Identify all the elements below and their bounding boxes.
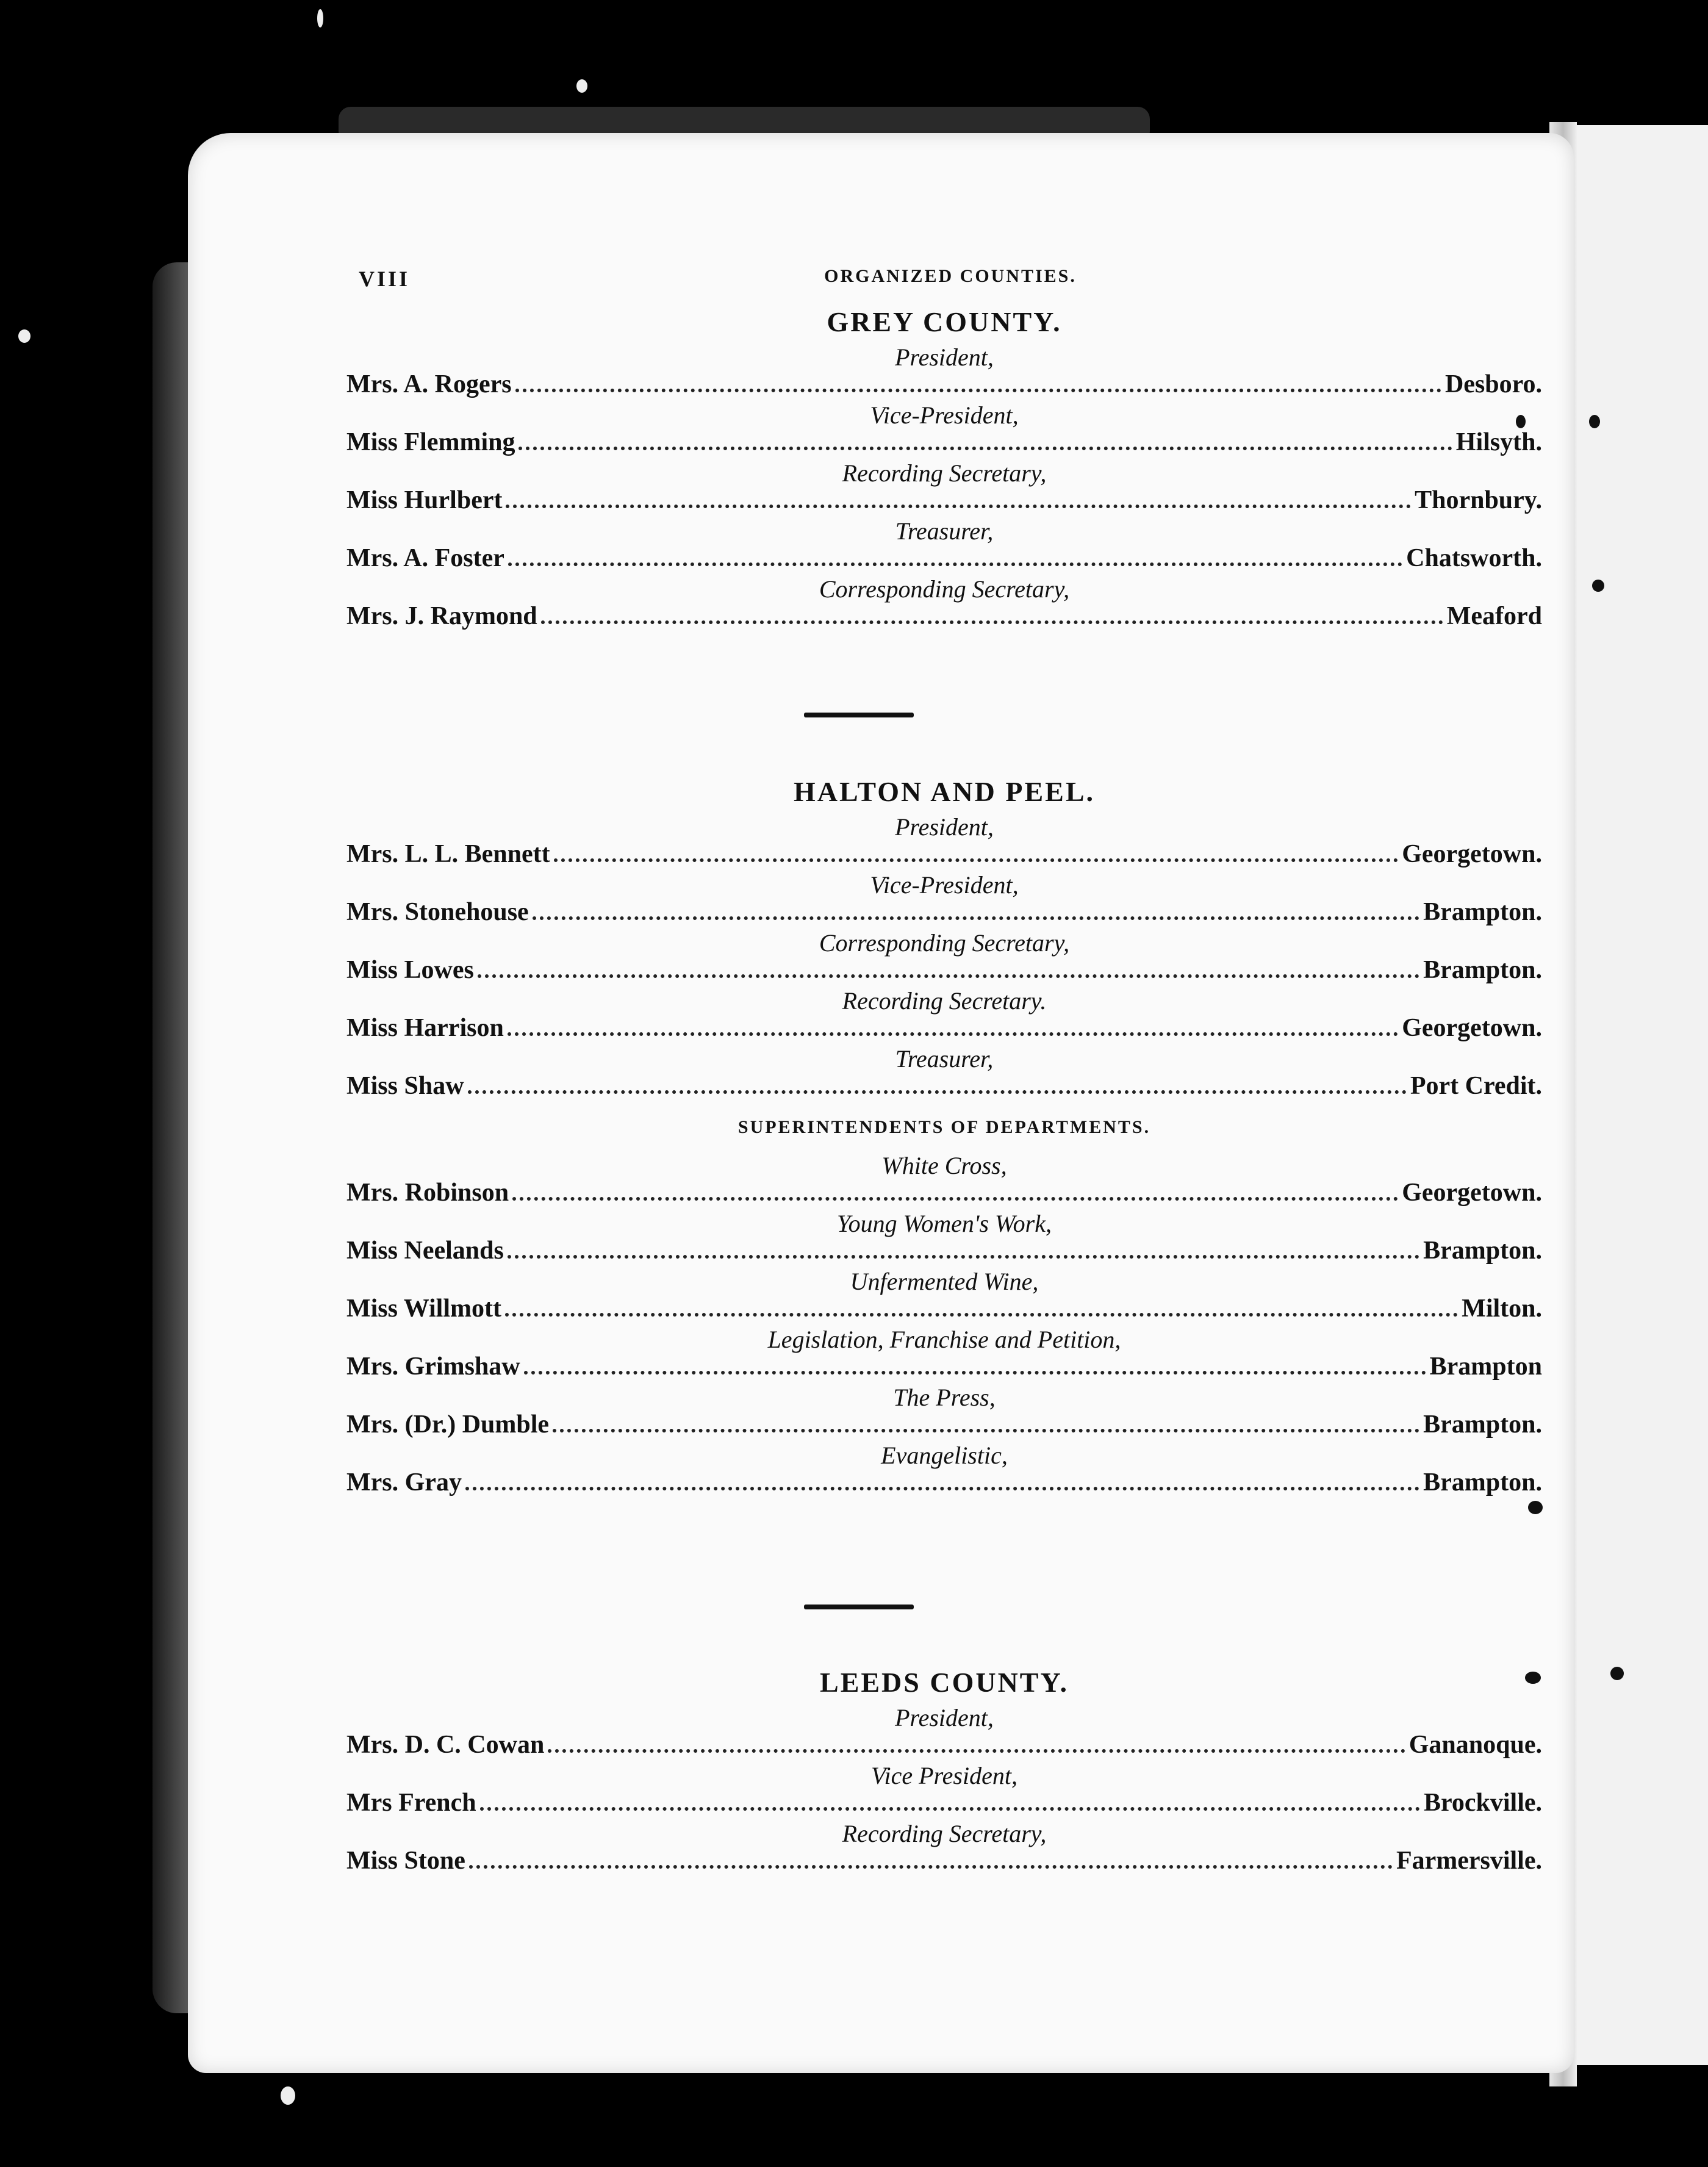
officer-entry bbox=[346, 1762, 1542, 1820]
scan-speck bbox=[1610, 1667, 1624, 1680]
dot-leader bbox=[508, 1029, 1398, 1036]
office-title: Recording Secretary, bbox=[842, 1820, 1047, 1847]
officer-entry bbox=[346, 929, 1542, 987]
halton-peel-section bbox=[346, 771, 1542, 1500]
dot-leader bbox=[554, 855, 1399, 862]
officer-entry bbox=[346, 871, 1542, 929]
officer-name: Miss Harrison bbox=[346, 1014, 504, 1042]
officer-place: Brampton bbox=[1429, 1353, 1542, 1381]
dot-leader bbox=[553, 1425, 1419, 1432]
officer-place: Brampton. bbox=[1423, 898, 1542, 926]
officer-name: Mrs. Gray bbox=[346, 1468, 462, 1497]
office-title: Treasurer, bbox=[895, 1045, 994, 1073]
officer-name: Mrs. (Dr.) Dumble bbox=[346, 1411, 550, 1439]
officer-entry bbox=[346, 987, 1542, 1045]
officer-place: Georgetown. bbox=[1402, 1179, 1542, 1207]
department-title: Unfermented Wine, bbox=[850, 1268, 1039, 1295]
officer-place: Gananoque. bbox=[1408, 1731, 1542, 1759]
scan-speck bbox=[317, 9, 323, 27]
scan-speck bbox=[1589, 415, 1600, 428]
officer-name: Mrs. D. C. Cowan bbox=[346, 1731, 545, 1759]
officer-name: Mrs. Robinson bbox=[346, 1179, 509, 1207]
department-entry bbox=[346, 1326, 1542, 1384]
dot-leader bbox=[515, 385, 1441, 392]
office-title: Vice-President, bbox=[870, 401, 1019, 429]
officer-entry bbox=[346, 343, 1542, 401]
office-title: President, bbox=[895, 1704, 994, 1731]
scan-speck bbox=[1516, 415, 1526, 428]
office-title: Vice-President, bbox=[870, 871, 1019, 899]
officer-name: Miss Neelands bbox=[346, 1237, 504, 1265]
officer-name: Mrs. Grimshaw bbox=[346, 1353, 520, 1381]
officer-name: Mrs. L. L. Bennett bbox=[346, 840, 550, 868]
office-title: President, bbox=[895, 343, 994, 371]
officer-entry bbox=[346, 459, 1542, 517]
department-title: Legislation, Franchise and Petition, bbox=[767, 1326, 1121, 1353]
officer-name: Mrs French bbox=[346, 1789, 476, 1817]
document-page bbox=[188, 133, 1574, 2073]
officer-place: Brockville. bbox=[1423, 1789, 1542, 1817]
dot-leader bbox=[480, 1803, 1420, 1811]
page-content bbox=[188, 133, 1574, 2073]
officer-place: Brampton. bbox=[1423, 1237, 1542, 1265]
department-entry bbox=[346, 1384, 1542, 1442]
dot-leader bbox=[465, 1483, 1419, 1490]
office-title: Treasurer, bbox=[895, 517, 994, 545]
officer-place: Farmersville. bbox=[1396, 1847, 1542, 1875]
officer-place: Thornbury. bbox=[1415, 486, 1542, 514]
officer-entry bbox=[346, 1045, 1542, 1103]
officer-place: Chatsworth. bbox=[1406, 544, 1542, 572]
dot-leader bbox=[512, 1193, 1398, 1201]
officer-name: Miss Willmott bbox=[346, 1295, 501, 1323]
officer-name: Miss Shaw bbox=[346, 1072, 464, 1100]
scan-speck bbox=[1525, 1672, 1541, 1684]
officer-entry bbox=[346, 517, 1542, 575]
office-title: Corresponding Secretary, bbox=[819, 929, 1070, 957]
scan-speck bbox=[281, 2086, 295, 2105]
dot-leader bbox=[548, 1745, 1405, 1753]
running-title: ORGANIZED COUNTIES. bbox=[824, 266, 1077, 286]
officer-place: Georgetown. bbox=[1402, 840, 1542, 868]
department-entry bbox=[346, 1210, 1542, 1268]
officer-place: Milton. bbox=[1462, 1295, 1542, 1323]
department-title: Young Women's Work, bbox=[837, 1210, 1052, 1237]
officer-name: Mrs. A. Rogers bbox=[346, 370, 512, 398]
facing-page-edge bbox=[1565, 125, 1708, 2065]
officer-name: Miss Hurlbert bbox=[346, 486, 503, 514]
office-title: Corresponding Secretary, bbox=[819, 575, 1070, 603]
dot-leader bbox=[533, 913, 1419, 920]
officer-place: Brampton. bbox=[1423, 1411, 1542, 1439]
dot-leader bbox=[518, 443, 1452, 450]
running-head bbox=[359, 266, 1542, 303]
scan-speck bbox=[1592, 580, 1604, 592]
dot-leader bbox=[541, 617, 1443, 624]
grey-county-section bbox=[346, 301, 1542, 633]
scan-speck bbox=[576, 79, 587, 93]
page-number: VIII bbox=[359, 267, 411, 291]
department-title: White Cross, bbox=[881, 1152, 1007, 1179]
officer-entry bbox=[346, 813, 1542, 871]
officer-name: Mrs. Stonehouse bbox=[346, 898, 529, 926]
officer-entry bbox=[346, 1704, 1542, 1762]
officer-entry bbox=[346, 1820, 1542, 1878]
section-heading: LEEDS COUNTY. bbox=[820, 1667, 1069, 1698]
scan-speck bbox=[18, 329, 30, 343]
officer-place: Desboro. bbox=[1444, 370, 1542, 398]
office-title: Recording Secretary. bbox=[842, 987, 1047, 1015]
officer-place: Port Credit. bbox=[1410, 1072, 1542, 1100]
department-entry bbox=[346, 1152, 1542, 1210]
officer-place: Georgetown. bbox=[1402, 1014, 1542, 1042]
office-title: Vice President, bbox=[871, 1762, 1017, 1789]
section-heading: GREY COUNTY. bbox=[827, 306, 1062, 337]
dot-leader bbox=[469, 1861, 1393, 1869]
department-title: The Press, bbox=[893, 1384, 996, 1411]
officer-entry bbox=[346, 401, 1542, 459]
officer-name: Miss Flemming bbox=[346, 428, 515, 456]
officer-name: Mrs. A. Foster bbox=[346, 544, 504, 572]
departments-subheading: SUPERINTENDENTS OF DEPARTMENTS. bbox=[737, 1117, 1151, 1137]
officer-place: Meaford bbox=[1446, 602, 1542, 630]
scan-speck bbox=[1528, 1501, 1543, 1514]
dot-leader bbox=[478, 971, 1419, 978]
officer-name: Miss Stone bbox=[346, 1847, 465, 1875]
officer-place: Hilsyth. bbox=[1455, 428, 1542, 456]
dot-leader bbox=[468, 1087, 1407, 1094]
office-title: President, bbox=[895, 813, 994, 841]
dot-leader bbox=[505, 1309, 1458, 1317]
section-heading: HALTON AND PEEL. bbox=[793, 776, 1096, 807]
dot-leader bbox=[524, 1367, 1426, 1375]
department-entry bbox=[346, 1268, 1542, 1326]
officer-name: Mrs. J. Raymond bbox=[346, 602, 537, 630]
dot-leader bbox=[508, 559, 1402, 566]
department-title: Evangelistic, bbox=[881, 1442, 1008, 1469]
leeds-county-section bbox=[346, 1661, 1542, 1878]
section-divider bbox=[804, 1605, 914, 1609]
officer-name: Miss Lowes bbox=[346, 956, 474, 984]
office-title: Recording Secretary, bbox=[842, 459, 1047, 487]
section-divider bbox=[804, 713, 914, 717]
officer-entry bbox=[346, 575, 1542, 633]
officer-place: Brampton. bbox=[1423, 1468, 1542, 1497]
dot-leader bbox=[508, 1251, 1419, 1259]
dot-leader bbox=[506, 501, 1411, 508]
department-entry bbox=[346, 1442, 1542, 1500]
officer-place: Brampton. bbox=[1423, 956, 1542, 984]
